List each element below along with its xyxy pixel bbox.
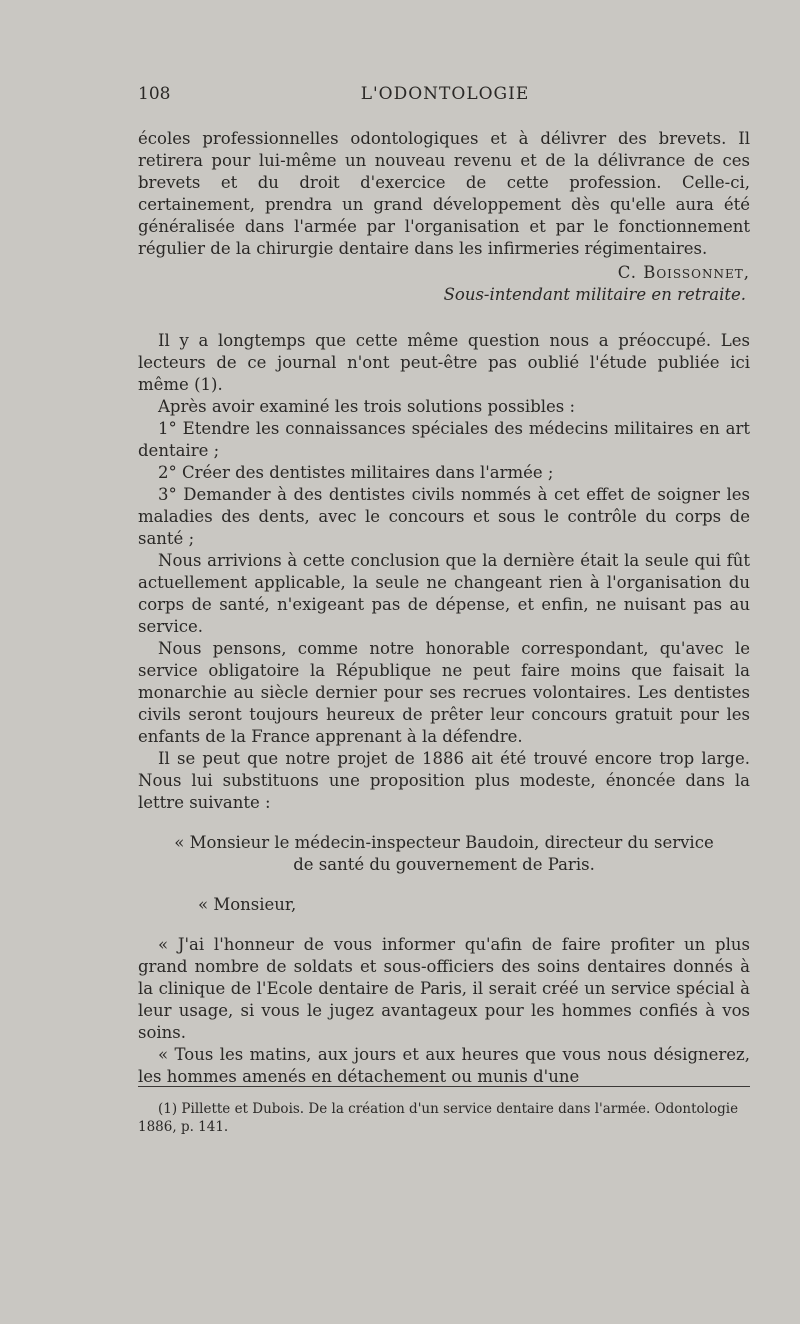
letter-address-line: « Monsieur le médecin-inspecteur Baudoin, directeur du service — [174, 833, 714, 852]
paragraph: Nous arrivions à cette conclusion que la dernière était la seule qui fût actuellement applicable, la seule ne changeant rien à l'organisation du corps de santé, n'exigeant pas de dépense, et enfin, ne nuisant pas au service. — [138, 551, 750, 636]
page-header — [138, 84, 752, 112]
paragraph: Nous pensons, comme notre honorable correspondant, qu'avec le service obligatoire la République ne peut faire moins que faisait la monarchie au siècle dernier pour ses recrues volontaires. Les dentistes civils seront toujours heureux de prêter leur concours gratuit pour les enfants de la France apprenant à la défendre. — [138, 639, 750, 746]
signature-name: C. Boissonnet, — [617, 263, 750, 282]
paragraph: Il y a longtemps que cette même question nous a préoccupé. Les lecteurs de ce journal n'ont peut-être pas oublié l'étude publiée ici même (1). — [138, 331, 750, 394]
paragraph: Il se peut que notre projet de 1886 ait été trouvé encore trop large. Nous lui substituons une proposition plus modeste, énoncée dans la lettre suivante : — [138, 749, 750, 812]
paragraph: « Tous les matins, aux jours et aux heures que vous nous désignerez, les hommes amenés en détachement ou munis d'une — [138, 1045, 750, 1086]
letter-greeting: « Monsieur, — [198, 895, 297, 914]
paragraph-continuation: écoles professionnelles odontologiques et à délivrer des brevets. Il retirera pour lui-même un nouveau revenu et de la délivrance de ces brevets et du droit d'exercice de cette profession. Celle-ci, certainement, prendra un grand développement dès qu'elle aura été généralisée dans l'armée par l'organisation et par le fonctionnement régulier de la chirurgie dentaire dans les infirmeries régimentaires. — [138, 129, 750, 258]
body-text — [138, 128, 750, 1088]
signature — [138, 262, 750, 284]
page-number: 108 — [138, 84, 171, 104]
list-item: 2° Créer des dentistes militaires dans l'armée ; — [158, 463, 554, 482]
list-item: 3° Demander à des dentistes civils nommés à cet effet de soigner les maladies des dents, avec le concours et sous le contrôle du corps de santé ; — [138, 485, 750, 548]
signature-title: Sous-intendant militaire en retraite. — [443, 285, 746, 304]
paragraph: Après avoir examiné les trois solutions possibles : — [158, 397, 576, 416]
letter-address-line: de santé du gouvernement de Paris. — [293, 855, 595, 874]
footnote: (1) Pillette et Dubois. De la création d'un service dentaire dans l'armée. Odontologie 1886, p. 141. — [138, 1101, 739, 1135]
footnote-divider — [138, 1086, 750, 1087]
paragraph: « J'ai l'honneur de vous informer qu'afin de faire profiter un plus grand nombre de soldats et sous-officiers des soins dentaires donnés à la clinique de l'Ecole dentaire de Paris, il serait créé un service spécial à leur usage, si vous le jugez avantageux pour les hommes confiés à vos soins. — [138, 935, 750, 1042]
list-item: 1° Etendre les connaissances spéciales des médecins militaires en art dentaire ; — [138, 419, 750, 460]
running-title: L'ODONTOLOGIE — [360, 84, 530, 104]
